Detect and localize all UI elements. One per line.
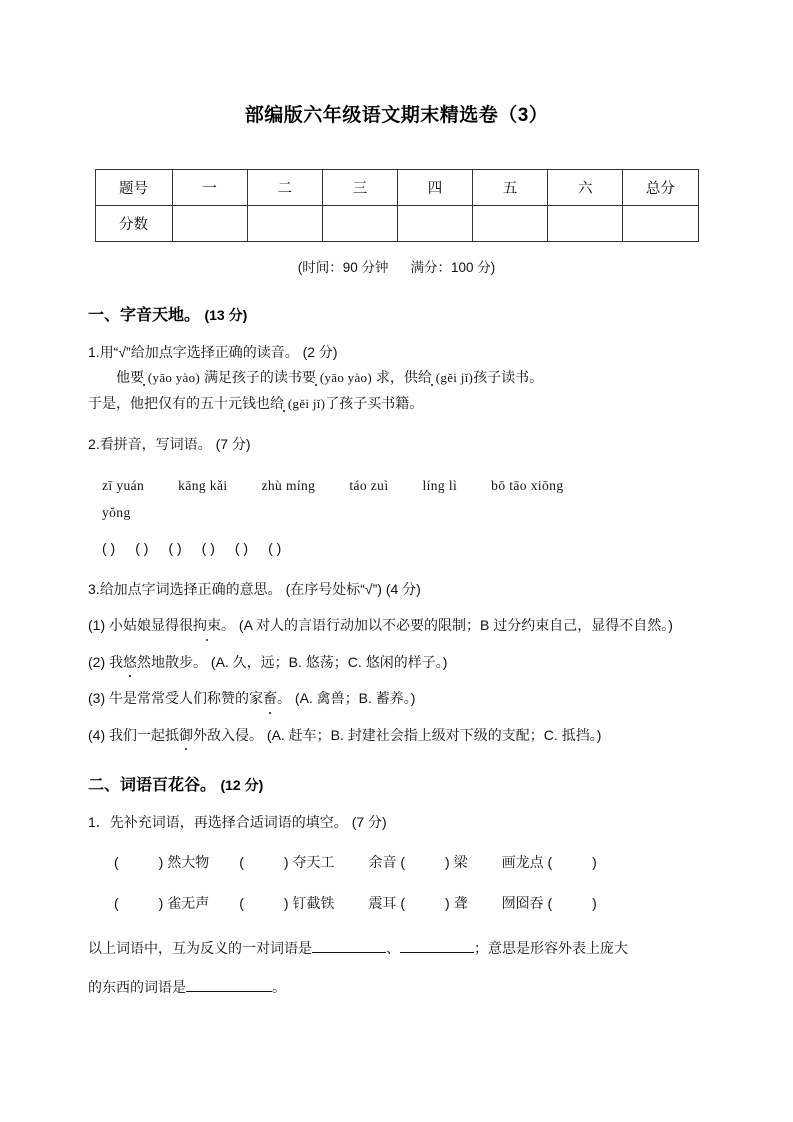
meaning-period: 。 — [272, 979, 286, 996]
score-table — [95, 169, 699, 242]
question-1-3-text: 给加点字词选择正确的意思。 — [99, 580, 282, 597]
pinyin-item-2: kāng kǎi — [178, 477, 228, 493]
idiom-7-post: ) 聋 — [445, 894, 468, 911]
antonym-separator: 、 — [386, 940, 400, 957]
idiom-8-pre: 囫囵吞 ( — [501, 894, 553, 911]
table-header-cell-4: 四 — [397, 170, 472, 206]
section-2-points: (12 分) — [220, 777, 264, 793]
item-4-sentence-pre: 我们一起抵 — [109, 726, 180, 743]
question-1-1-body-line-1 — [88, 364, 705, 391]
question-1-3-item-4 — [88, 724, 705, 746]
item-2-sentence-pre: 我 — [109, 653, 124, 670]
question-2-1-text: 先补充词语，再选择合适词语的填空。 — [109, 814, 348, 830]
question-2-1-number: 1． — [88, 814, 110, 830]
score-cell-5[interactable] — [473, 206, 548, 242]
score-cell-4[interactable] — [397, 206, 472, 242]
item-3-sentence-post: 。 — [277, 690, 292, 707]
q11-seg-a: 他要 — [116, 368, 144, 385]
answer-blank-5[interactable]: ( ) — [234, 539, 249, 556]
pinyin-item-4: táo zuì — [349, 477, 389, 493]
pinyin-item-1: zī yuán — [102, 477, 145, 493]
idiom-1-pre: ( — [114, 853, 119, 870]
idiom-2-post: ) 夺天工 — [283, 853, 335, 870]
q11-pinyin-2[interactable]: (yāo yào) — [319, 369, 372, 385]
answer-blank-2[interactable]: ( ) — [135, 539, 149, 556]
question-1-1-number: 1. — [88, 344, 100, 360]
score-cell-6[interactable] — [548, 206, 623, 242]
q11-pinyin-3[interactable]: (gěi jǐ) — [435, 369, 474, 385]
question-1-3-item-2 — [88, 651, 705, 673]
question-1-2-text: 看拼音，写词语。 — [99, 436, 212, 453]
exam-info-line — [88, 256, 705, 276]
q11-seg-d: 孩子读书。 — [473, 368, 544, 385]
pinyin-item-6-wrap: yǒng — [102, 504, 131, 520]
section-1-title: 一、字音天地。 — [88, 307, 201, 324]
item-1-sentence-post: 。 — [221, 617, 236, 634]
item-1-emphasis: 拘束 — [193, 614, 221, 636]
idiom-5-post: ) 雀无声 — [158, 894, 210, 911]
question-1-2-answer-blanks — [88, 534, 705, 562]
table-header-cell-5: 五 — [473, 170, 548, 206]
question-1-2-prompt — [88, 434, 705, 456]
q11-pinyin-4[interactable]: (gěi jǐ) — [287, 396, 326, 412]
score-cell-1[interactable] — [172, 206, 247, 242]
antonym-text-2: ；意思是形容外表上庞大 — [474, 940, 628, 957]
table-row-question-numbers — [95, 170, 698, 206]
item-2-label: (2) — [88, 653, 106, 670]
question-1-1-body-line-2 — [88, 390, 705, 417]
question-1-2-points: (7 分) — [215, 436, 251, 453]
antonym-blank-1[interactable] — [312, 938, 386, 953]
antonym-blank-2[interactable] — [400, 938, 474, 953]
question-1-3-points: (4 分) — [385, 580, 421, 597]
table-header-cell-2: 二 — [247, 170, 322, 206]
table-header-cell-6: 六 — [548, 170, 623, 206]
question-1-1-points: (2 分) — [302, 344, 338, 360]
table-header-cell-1: 一 — [172, 170, 247, 206]
item-2-options[interactable]: (A. 久，远；B. 悠荡；C. 悠闲的样子。) — [210, 653, 448, 670]
page-title: 部编版六年级语文期末精选卷（3） — [244, 105, 549, 126]
answer-blank-4[interactable]: ( ) — [201, 539, 215, 556]
pinyin-item-5: líng lì — [422, 477, 458, 493]
idiom-3-pre: 余音 ( — [368, 853, 406, 870]
section-2-title: 二、词语百花谷。 — [88, 777, 217, 794]
row-label-score: 分数 — [95, 206, 172, 242]
q11-seg-b: 满足孩子的读书要 — [203, 368, 316, 385]
idiom-5-pre: ( — [114, 894, 119, 911]
idiom-6-post: ) 钉截铁 — [283, 894, 335, 911]
question-2-1-prompt — [88, 812, 705, 834]
exam-time-label: (时间：90 分钟 — [297, 260, 389, 275]
item-3-label: (3) — [88, 690, 106, 707]
question-1-1-prompt — [88, 342, 705, 364]
item-2-sentence-post: 然地散步。 — [137, 653, 208, 670]
item-2-emphasis: 悠 — [123, 651, 137, 673]
item-1-options[interactable]: (A 对人的言语行动加以不必要的限制；B 过分约束自己，显得不自然。) — [238, 617, 673, 634]
idiom-4-post: ) — [592, 853, 597, 870]
question-2-1-points: (7 分) — [351, 814, 387, 830]
idiom-1-post: ) 然大物 — [158, 853, 210, 870]
antonym-text-1: 以上词语中，互为反义的一对词语是 — [88, 940, 312, 957]
item-4-label: (4) — [88, 726, 106, 743]
question-1-3-number: 3. — [88, 580, 100, 597]
item-3-sentence-pre: 牛是常常受人们称赞的家 — [109, 690, 264, 707]
answer-blank-1[interactable]: ( ) — [102, 539, 116, 556]
question-1-3-hint: (在序号处标“√”) — [285, 580, 382, 597]
score-cell-total[interactable] — [623, 206, 698, 242]
idiom-4-pre: 画龙点 ( — [501, 853, 553, 870]
score-cell-2[interactable] — [247, 206, 322, 242]
table-header-cell-total: 总分 — [623, 170, 698, 206]
item-3-options[interactable]: (A. 禽兽；B. 蓄养。) — [294, 690, 416, 707]
item-1-label: (1) — [88, 617, 106, 634]
question-1-1-text: 用“√”给加点字选择正确的读音。 — [99, 344, 299, 360]
answer-blank-6[interactable]: ( ) — [268, 539, 282, 556]
answer-blank-3[interactable]: ( ) — [168, 539, 182, 556]
meaning-blank[interactable] — [186, 977, 272, 992]
idiom-row-2 — [88, 891, 705, 916]
item-3-emphasis: 畜 — [263, 687, 277, 709]
pinyin-item-3: zhù míng — [261, 477, 316, 493]
score-cell-3[interactable] — [322, 206, 397, 242]
item-4-options[interactable]: (A. 赶车；B. 封建社会指上级对下级的支配；C. 抵挡。) — [266, 726, 602, 743]
idiom-2-pre: ( — [239, 853, 244, 870]
q11-line2-seg-b: 了孩子买书籍。 — [325, 395, 424, 412]
item-4-emphasis: 御 — [179, 724, 193, 746]
idiom-row-1 — [88, 850, 705, 875]
q11-line2-seg-a: 于是，他把仅有的五十元钱也给 — [88, 395, 284, 412]
question-1-2-number: 2. — [88, 436, 100, 453]
idiom-3-post: ) 梁 — [445, 853, 468, 870]
row-label-question-number: 题号 — [95, 170, 172, 206]
antonym-fill-line — [88, 934, 705, 963]
question-1-2-pinyin-row — [88, 472, 705, 526]
pinyin-item-6: bō tāo xiōng — [491, 477, 564, 493]
table-header-cell-3: 三 — [322, 170, 397, 206]
question-1-3-item-1 — [88, 614, 705, 636]
section-heading-1 — [88, 302, 705, 325]
q11-pinyin-1[interactable]: (yāo yào) — [147, 369, 201, 385]
item-1-sentence-pre: 小姑娘显得很 — [109, 617, 194, 634]
q11-seg-c: 求，供给 — [375, 368, 432, 385]
idiom-8-post: ) — [592, 894, 597, 911]
question-1-3-item-3 — [88, 687, 705, 709]
idiom-7-pre: 震耳 ( — [368, 894, 406, 911]
score-table-container — [88, 169, 705, 242]
table-row-scores — [95, 206, 698, 242]
meaning-text: 的东西的词语是 — [88, 979, 186, 996]
section-1-points: (13 分) — [204, 307, 248, 323]
item-4-sentence-post: 外敌入侵。 — [193, 726, 264, 743]
meaning-fill-line — [88, 973, 705, 1002]
idiom-6-pre: ( — [239, 894, 244, 911]
exam-score-label: 满分：100 分) — [410, 260, 496, 275]
section-heading-2 — [88, 772, 705, 795]
question-1-3-prompt — [88, 579, 705, 601]
